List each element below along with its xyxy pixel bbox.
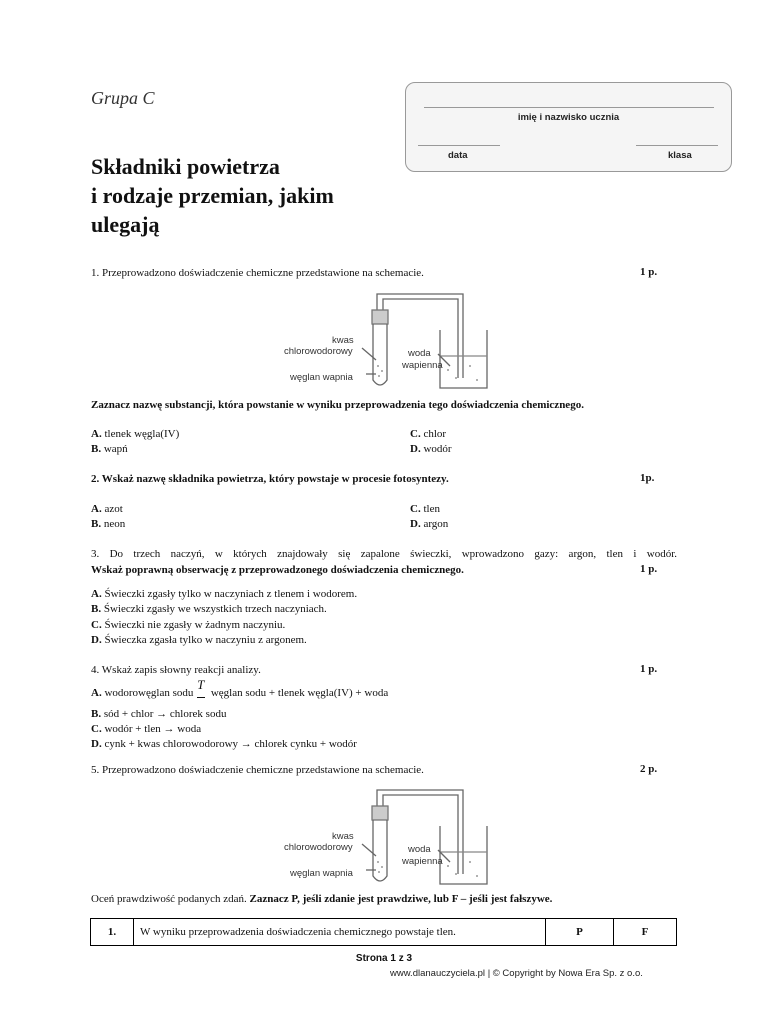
q2-option-d[interactable]: D. argon <box>410 518 449 530</box>
q3-option-c[interactable]: C. Świeczki nie zgasły w żadnym naczyniu. <box>91 619 286 631</box>
water-label-2: wapienna <box>402 856 443 867</box>
q5-text: 5. Przeprowadzono doświadczenie chemiczne przedstawione na schemacie. <box>91 764 424 776</box>
test-tube <box>373 324 387 385</box>
q2-option-b[interactable]: B. neon <box>91 518 126 530</box>
page-title: Składniki powietrza i rodzaje przemian, jakim ulegają <box>91 154 334 237</box>
q1-instruction: Zaznacz nazwę substancji, która powstanie w wyniku przeprowadzenia tego doświadczenia chemicznego. <box>91 399 584 411</box>
experiment-diagram-1 <box>280 288 510 398</box>
q1-points: 1 p. <box>640 266 658 278</box>
class-label: klasa <box>668 150 692 161</box>
q2-points: 1p. <box>640 472 655 484</box>
q1-option-b[interactable]: B. wapń <box>91 443 128 455</box>
q1-option-d[interactable]: D. wodór <box>410 443 452 455</box>
q2-option-c[interactable]: C. tlen <box>410 503 440 515</box>
q4-option-b[interactable]: B. sód + chlor → chlorek sodu <box>91 708 227 720</box>
q5-points: 2 p. <box>640 763 658 775</box>
true-option[interactable]: P <box>546 919 614 946</box>
q1-option-c[interactable]: C. chlor <box>410 428 447 440</box>
row-statement: W wyniku przeprowadzenia doświadczenia chemicznego powstaje tlen. <box>134 919 546 946</box>
table-row <box>91 919 677 946</box>
row-number: 1. <box>91 919 134 946</box>
date-line <box>418 145 500 146</box>
copyright-footer: www.dlanauczyciela.pl | © Copyright by Nowa Era Sp. z o.o. <box>390 968 643 979</box>
name-line <box>424 107 714 108</box>
q5-instruction: Oceń prawdziwość podanych zdań. Zaznacz P, jeśli zdanie jest prawdziwe, lub F – jeśli jest fałszywe. <box>91 893 553 905</box>
q4-text: 4. Wskaż zapis słowny reakcji analizy. <box>91 664 261 676</box>
date-label: data <box>448 150 468 161</box>
water-label-1: woda <box>408 844 431 855</box>
carbonate-label: węglan wapnia <box>290 372 353 383</box>
q4-option-c[interactable]: C. wodór + tlen → woda <box>91 723 202 735</box>
heat-arrow: T <box>196 686 208 701</box>
name-label: imię i nazwisko ucznia <box>517 112 620 123</box>
student-id-box <box>405 82 732 172</box>
acid-label-1: kwas <box>332 335 354 346</box>
water-label-1: woda <box>408 348 431 359</box>
q3-points: 1 p. <box>640 563 658 575</box>
q4-option-d[interactable]: D. cynk + kwas chlorowodorowy → chlorek cynku + wodór <box>91 738 357 750</box>
q1-text: 1. Przeprowadzono doświadczenie chemiczne przedstawione na schemacie. <box>91 267 424 279</box>
q3-text: 3. Do trzech naczyń, w których znajdowały się zapalone świeczki, wprowadzono gazy: argon, tlen i wodór. <box>91 548 677 560</box>
water-label-2: wapienna <box>402 360 443 371</box>
page-number: Strona 1 z 3 <box>355 953 413 964</box>
q4-points: 1 p. <box>640 663 658 675</box>
acid-label-2: chlorowodorowy <box>284 346 353 357</box>
group-label: Grupa C <box>91 88 155 108</box>
q2-option-a[interactable]: A. azot <box>91 503 123 515</box>
true-false-table <box>90 918 677 946</box>
site-link[interactable]: www.dlanauczyciela.pl <box>390 968 486 979</box>
q3-option-b[interactable]: B. Świeczki zgasły we wszystkich trzech naczyniach. <box>91 603 327 615</box>
carbonate-label: węglan wapnia <box>290 868 353 879</box>
q1-option-a[interactable]: A. tlenek węgla(IV) <box>91 428 180 440</box>
class-line <box>636 145 718 146</box>
acid-label-2: chlorowodorowy <box>284 842 353 853</box>
acid-label-1: kwas <box>332 831 354 842</box>
q3-instruction: Wskaż poprawną obserwację z przeprowadzonego doświadczenia chemicznego. <box>91 564 464 576</box>
q3-option-a[interactable]: A. Świeczki zgasły tylko w naczyniach z tlenem i wodorem. <box>91 588 358 600</box>
q2-text: 2. Wskaż nazwę składnika powietrza, który powstaje w procesie fotosyntezy. <box>91 473 449 485</box>
q3-option-d[interactable]: D. Świeczka zgasła tylko w naczyniu z argonem. <box>91 634 307 646</box>
false-option[interactable]: F <box>614 919 677 946</box>
experiment-diagram-2 <box>280 784 510 894</box>
q4-option-a[interactable]: A. wodorowęglan sodu T węglan sodu + tlenek węgla(IV) + woda <box>91 677 389 699</box>
